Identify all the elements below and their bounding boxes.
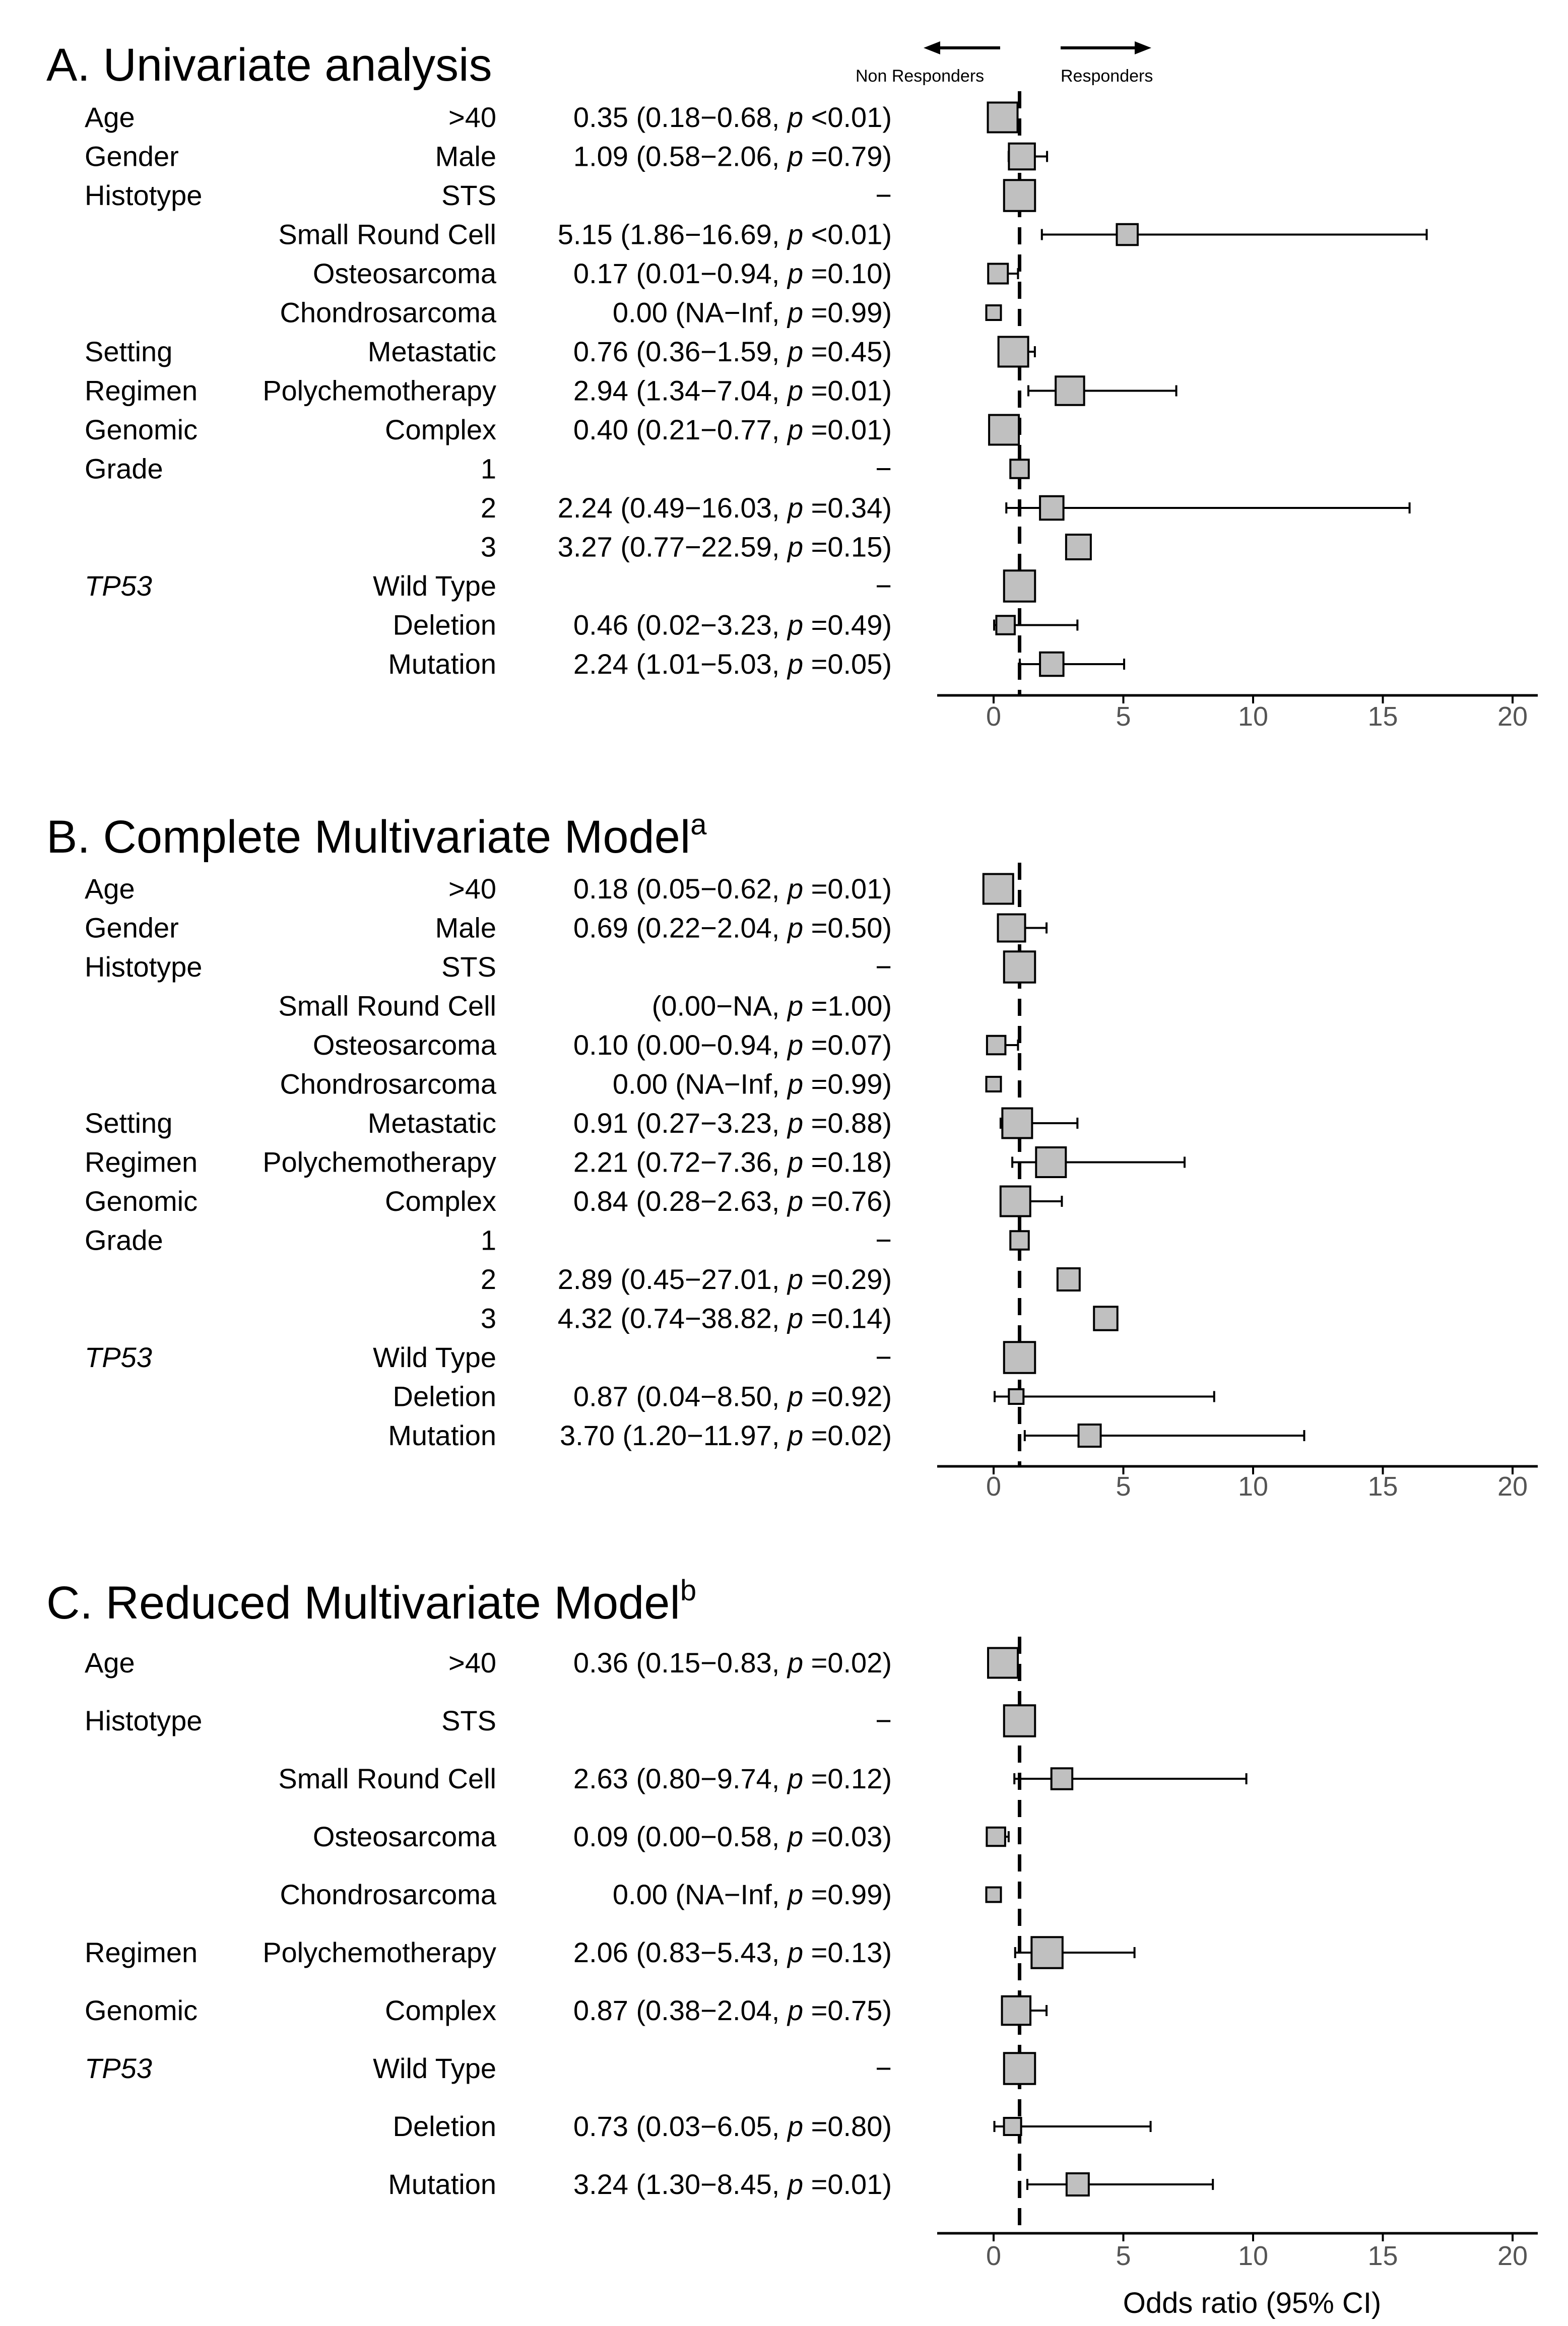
row-variable-label: Regimen bbox=[85, 1146, 198, 1178]
row-estimate-text: 3.27 (0.77−22.59, p =0.15) bbox=[557, 531, 892, 563]
row-estimate-text: 0.36 (0.15−0.83, p =0.02) bbox=[573, 1647, 892, 1678]
row-variable-label: Histotype bbox=[85, 1705, 203, 1736]
row-estimate-text: 3.24 (1.30−8.45, p =0.01) bbox=[573, 2168, 892, 2200]
row-level-label: 3 bbox=[480, 1302, 496, 1334]
odds-ratio-box bbox=[1040, 496, 1064, 520]
row-level-label: Complex bbox=[385, 414, 496, 445]
row-estimate-text: (0.00−NA, p =1.00) bbox=[651, 990, 892, 1022]
row-level-label: Deletion bbox=[393, 609, 496, 641]
odds-ratio-box bbox=[987, 1828, 1005, 1846]
row-variable-label: Grade bbox=[85, 453, 163, 485]
row-estimate-text: 2.21 (0.72−7.36, p =0.18) bbox=[573, 1146, 892, 1178]
x-tick-label: 10 bbox=[1237, 701, 1269, 732]
table-row bbox=[278, 219, 1426, 250]
row-level-label: 3 bbox=[480, 531, 496, 563]
panel-a bbox=[46, 39, 1538, 732]
table-row bbox=[278, 990, 892, 1022]
odds-ratio-box bbox=[1031, 1937, 1062, 1968]
row-estimate-text: 2.63 (0.80−9.74, p =0.12) bbox=[573, 1763, 892, 1794]
row-level-label: Polychemotherapy bbox=[263, 374, 496, 407]
row-estimate-text: − bbox=[875, 453, 892, 485]
row-estimate-text: − bbox=[875, 1341, 892, 1373]
row-estimate-text: 0.18 (0.05−0.62, p =0.01) bbox=[573, 873, 892, 904]
table-row bbox=[85, 1185, 1062, 1217]
odds-ratio-box bbox=[1004, 2053, 1035, 2084]
table-row bbox=[85, 375, 1177, 407]
odds-ratio-box bbox=[1079, 1425, 1101, 1447]
x-tick-label: 0 bbox=[986, 1471, 1002, 1502]
table-row bbox=[393, 1381, 1214, 1412]
row-level-label: 2 bbox=[480, 492, 496, 524]
row-estimate-text: 0.10 (0.00−0.94, p =0.07) bbox=[573, 1029, 892, 1061]
odds-ratio-box bbox=[1001, 1187, 1030, 1216]
row-variable-label: Regimen bbox=[85, 374, 198, 407]
odds-ratio-box bbox=[1010, 1231, 1029, 1250]
row-level-label: Wild Type bbox=[373, 570, 496, 602]
x-tick-label: 0 bbox=[986, 701, 1002, 732]
row-level-label: Male bbox=[435, 140, 496, 172]
row-variable-label: Genomic bbox=[85, 1994, 198, 2026]
table-row bbox=[393, 2110, 1151, 2142]
row-estimate-text: 0.17 (0.01−0.94, p =0.10) bbox=[573, 257, 892, 289]
row-level-label: Small Round Cell bbox=[278, 990, 496, 1022]
right-arrowhead bbox=[1135, 41, 1151, 54]
non-responders-label: Non Responders bbox=[856, 67, 985, 86]
row-estimate-text: 0.87 (0.38−2.04, p =0.75) bbox=[573, 1994, 892, 2026]
table-row bbox=[85, 1936, 1135, 1968]
row-estimate-text: 2.89 (0.45−27.01, p =0.29) bbox=[557, 1263, 892, 1295]
table-row bbox=[280, 1879, 1001, 1910]
panel-title-superscript: b bbox=[680, 1574, 697, 1607]
odds-ratio-box bbox=[987, 1077, 1001, 1091]
row-estimate-text: 0.00 (NA−Inf, p =0.99) bbox=[612, 1068, 892, 1100]
row-variable-label: TP53 bbox=[85, 570, 152, 602]
row-variable-label: Gender bbox=[85, 140, 179, 172]
odds-ratio-box bbox=[988, 1648, 1018, 1678]
x-tick-label: 15 bbox=[1367, 701, 1398, 732]
table-row bbox=[85, 336, 1035, 367]
row-estimate-text: 5.15 (1.86−16.69, p <0.01) bbox=[557, 218, 892, 250]
table-row bbox=[388, 2168, 1213, 2200]
odds-ratio-box bbox=[984, 874, 1013, 904]
odds-ratio-box bbox=[1010, 460, 1029, 478]
row-variable-label: Grade bbox=[85, 1224, 163, 1256]
panel-c bbox=[46, 1574, 1538, 2271]
direction-header bbox=[856, 41, 1153, 86]
odds-ratio-box bbox=[1004, 570, 1035, 602]
table-row bbox=[85, 1705, 1035, 1736]
odds-ratio-box bbox=[1040, 653, 1064, 676]
row-level-label: Male bbox=[435, 912, 496, 944]
table-row bbox=[280, 297, 1001, 329]
table-row bbox=[481, 531, 1091, 563]
row-estimate-text: 0.46 (0.02−3.23, p =0.49) bbox=[573, 609, 892, 641]
row-estimate-text: 2.94 (1.34−7.04, p =0.01) bbox=[573, 374, 892, 407]
table-row bbox=[85, 453, 1029, 485]
row-estimate-text: 4.32 (0.74−38.82, p =0.14) bbox=[557, 1302, 892, 1334]
row-estimate-text: 2.24 (0.49−16.03, p =0.34) bbox=[557, 492, 892, 524]
table-row bbox=[280, 1068, 1001, 1100]
x-tick-label: 5 bbox=[1116, 2241, 1131, 2271]
table-row bbox=[481, 1303, 1118, 1334]
odds-ratio-box bbox=[1004, 951, 1035, 983]
row-level-label: Mutation bbox=[388, 648, 496, 680]
row-variable-label: Regimen bbox=[85, 1936, 198, 1968]
row-estimate-text: 0.76 (0.36−1.59, p =0.45) bbox=[573, 336, 892, 367]
odds-ratio-box bbox=[998, 915, 1025, 942]
x-tick-label: 10 bbox=[1237, 2241, 1269, 2271]
row-level-label: Chondrosarcoma bbox=[280, 1879, 496, 1910]
odds-ratio-box bbox=[1117, 224, 1138, 245]
row-level-label: Chondrosarcoma bbox=[280, 1068, 496, 1100]
x-tick-label: 10 bbox=[1237, 1471, 1269, 1502]
row-estimate-text: − bbox=[875, 1224, 892, 1256]
table-row bbox=[85, 912, 1047, 944]
table-row bbox=[85, 2052, 1035, 2084]
left-arrowhead bbox=[924, 41, 940, 54]
panel-title-superscript: a bbox=[690, 808, 707, 841]
row-estimate-text: 1.09 (0.58−2.06, p =0.79) bbox=[573, 140, 892, 172]
responders-label: Responders bbox=[1061, 67, 1153, 86]
row-level-label: Mutation bbox=[388, 1419, 496, 1451]
panel-title: C. Reduced Multivariate Model$^b$ bbox=[46, 1574, 697, 1629]
table-row bbox=[85, 873, 1013, 904]
row-level-label: 1 bbox=[480, 1224, 496, 1256]
odds-ratio-box bbox=[1004, 2118, 1021, 2135]
panel-title: A. Univariate analysis bbox=[46, 39, 492, 91]
odds-ratio-box bbox=[1002, 1109, 1032, 1138]
row-variable-label: TP53 bbox=[85, 2052, 152, 2084]
row-variable-label: Age bbox=[85, 1647, 135, 1678]
odds-ratio-box bbox=[989, 415, 1019, 445]
table-row bbox=[481, 1263, 1080, 1295]
row-estimate-text: − bbox=[875, 570, 892, 602]
x-tick-label: 20 bbox=[1497, 2241, 1528, 2271]
row-level-label: Complex bbox=[385, 1994, 496, 2026]
x-tick-label: 20 bbox=[1497, 701, 1528, 732]
row-level-label: >40 bbox=[448, 873, 496, 904]
row-estimate-text: 0.00 (NA−Inf, p =0.99) bbox=[612, 296, 892, 329]
table-row bbox=[85, 414, 1019, 445]
table-row bbox=[85, 1647, 1018, 1678]
row-level-label: Osteosarcoma bbox=[312, 257, 496, 289]
table-row bbox=[85, 101, 1018, 133]
panel-title: B. Complete Multivariate Model$^a$ bbox=[46, 808, 707, 863]
table-row bbox=[388, 1419, 1304, 1451]
row-level-label: STS bbox=[441, 1705, 496, 1736]
row-estimate-text: 0.35 (0.18−0.68, p <0.01) bbox=[573, 101, 892, 133]
row-estimate-text: 0.84 (0.28−2.63, p =0.76) bbox=[573, 1185, 892, 1217]
row-level-label: Small Round Cell bbox=[278, 218, 496, 250]
row-level-label: Chondrosarcoma bbox=[280, 296, 496, 329]
row-variable-label: Histotype bbox=[85, 951, 203, 983]
row-estimate-text: 0.09 (0.00−0.58, p =0.03) bbox=[573, 1821, 892, 1852]
table-row bbox=[85, 179, 1035, 211]
table-row bbox=[278, 1763, 1246, 1794]
row-level-label: Metastatic bbox=[367, 336, 496, 367]
row-variable-label: Histotype bbox=[85, 179, 203, 211]
row-level-label: Complex bbox=[385, 1185, 496, 1217]
odds-ratio-box bbox=[1058, 1268, 1080, 1290]
odds-ratio-box bbox=[1066, 535, 1091, 559]
row-level-label: Deletion bbox=[393, 2110, 496, 2142]
odds-ratio-box bbox=[996, 616, 1015, 634]
row-variable-label: Setting bbox=[85, 336, 173, 367]
row-level-label: STS bbox=[441, 951, 496, 983]
row-estimate-text: 0.73 (0.03−6.05, p =0.80) bbox=[573, 2110, 892, 2142]
table-row bbox=[313, 1821, 1009, 1852]
row-variable-label: Setting bbox=[85, 1107, 173, 1139]
x-axis-title: Odds ratio (95% CI) bbox=[1123, 2287, 1382, 2319]
row-estimate-text: − bbox=[875, 2052, 892, 2084]
table-row bbox=[85, 1224, 1029, 1256]
odds-ratio-box bbox=[1052, 1768, 1073, 1789]
odds-ratio-box bbox=[1067, 2173, 1089, 2195]
row-level-label: Polychemotherapy bbox=[263, 1936, 496, 1968]
odds-ratio-box bbox=[1009, 144, 1035, 170]
x-tick-label: 5 bbox=[1116, 701, 1131, 732]
row-level-label: Wild Type bbox=[373, 1341, 496, 1373]
odds-ratio-box bbox=[1036, 1147, 1066, 1177]
odds-ratio-box bbox=[1004, 180, 1035, 211]
table-row bbox=[85, 1107, 1077, 1139]
row-estimate-text: 0.91 (0.27−3.23, p =0.88) bbox=[573, 1107, 892, 1139]
row-level-label: Osteosarcoma bbox=[312, 1821, 496, 1852]
row-estimate-text: 0.00 (NA−Inf, p =0.99) bbox=[612, 1879, 892, 1910]
row-level-label: Polychemotherapy bbox=[263, 1146, 496, 1178]
row-estimate-text: − bbox=[875, 179, 892, 211]
x-tick-label: 0 bbox=[986, 2241, 1002, 2271]
odds-ratio-box bbox=[1004, 1705, 1035, 1736]
x-tick-label: 5 bbox=[1116, 1471, 1131, 1502]
row-estimate-text: 0.69 (0.22−2.04, p =0.50) bbox=[573, 912, 892, 944]
x-tick-label: 15 bbox=[1367, 2241, 1398, 2271]
table-row bbox=[85, 141, 1047, 172]
table-row bbox=[481, 492, 1410, 524]
row-level-label: 1 bbox=[480, 453, 496, 485]
table-row bbox=[85, 1994, 1047, 2026]
row-level-label: 2 bbox=[480, 1263, 496, 1295]
row-variable-label: Genomic bbox=[85, 1185, 198, 1217]
table-row bbox=[313, 1029, 1018, 1061]
row-level-label: >40 bbox=[448, 1647, 496, 1678]
odds-ratio-box bbox=[1002, 1996, 1031, 2025]
odds-ratio-box bbox=[987, 1888, 1001, 1902]
table-row bbox=[85, 570, 1035, 602]
row-estimate-text: 3.70 (1.20−11.97, p =0.02) bbox=[559, 1419, 892, 1451]
odds-ratio-box bbox=[987, 1036, 1006, 1055]
row-level-label: Deletion bbox=[393, 1380, 496, 1412]
odds-ratio-box bbox=[988, 264, 1008, 284]
odds-ratio-box bbox=[999, 337, 1028, 367]
odds-ratio-box bbox=[1094, 1307, 1118, 1330]
row-estimate-text: 2.24 (1.01−5.03, p =0.05) bbox=[573, 648, 892, 680]
table-row bbox=[393, 609, 1078, 641]
table-row bbox=[85, 951, 1035, 983]
odds-ratio-box bbox=[1056, 376, 1084, 405]
row-level-label: Mutation bbox=[388, 2168, 496, 2200]
row-estimate-text: 0.40 (0.21−0.77, p =0.01) bbox=[573, 414, 892, 445]
row-estimate-text: 2.06 (0.83−5.43, p =0.13) bbox=[573, 1936, 892, 1968]
table-row bbox=[388, 648, 1124, 680]
odds-ratio-box bbox=[1004, 1342, 1035, 1373]
row-estimate-text: 0.87 (0.04−8.50, p =0.92) bbox=[573, 1380, 892, 1412]
row-level-label: >40 bbox=[448, 101, 496, 133]
row-level-label: Osteosarcoma bbox=[312, 1029, 496, 1061]
table-row bbox=[85, 1341, 1035, 1373]
table-row bbox=[313, 257, 1018, 289]
x-tick-label: 15 bbox=[1367, 1471, 1398, 1502]
odds-ratio-box bbox=[988, 103, 1018, 133]
row-level-label: STS bbox=[441, 179, 496, 211]
row-variable-label: Age bbox=[85, 101, 135, 133]
row-level-label: Wild Type bbox=[373, 2052, 496, 2084]
row-variable-label: TP53 bbox=[85, 1341, 152, 1373]
row-variable-label: Gender bbox=[85, 912, 179, 944]
odds-ratio-box bbox=[987, 305, 1001, 320]
panel-b bbox=[46, 808, 1538, 1502]
row-variable-label: Age bbox=[85, 873, 135, 904]
row-estimate-text: − bbox=[875, 951, 892, 983]
x-tick-label: 20 bbox=[1497, 1471, 1528, 1502]
row-estimate-text: − bbox=[875, 1705, 892, 1736]
row-level-label: Metastatic bbox=[367, 1107, 496, 1139]
row-variable-label: Genomic bbox=[85, 414, 198, 445]
odds-ratio-box bbox=[1009, 1389, 1023, 1404]
row-level-label: Small Round Cell bbox=[278, 1763, 496, 1794]
